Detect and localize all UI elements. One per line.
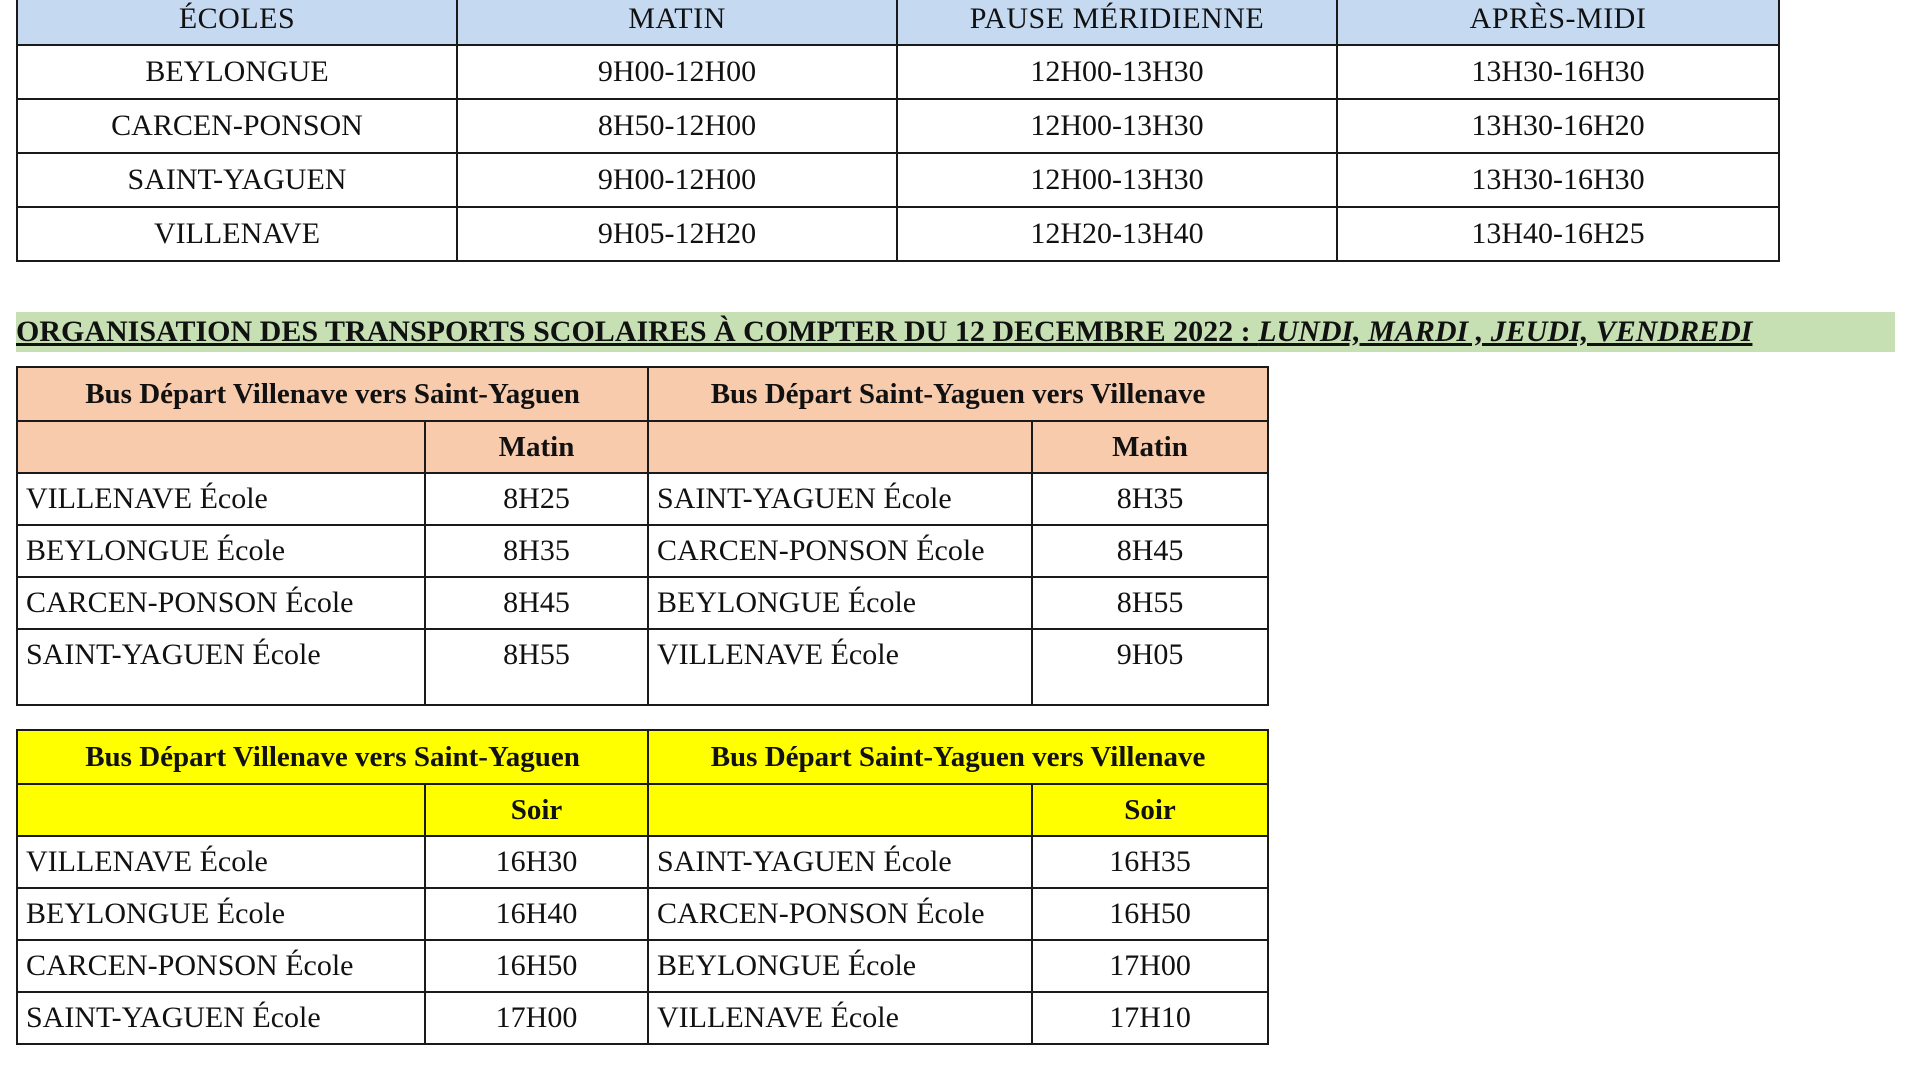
- bus-stop-cell: BEYLONGUE École: [17, 888, 425, 940]
- period-label: Matin: [1032, 421, 1268, 473]
- departure-time-cell: 16H30: [425, 836, 648, 888]
- table-row: [17, 629, 1268, 705]
- period-label: Matin: [425, 421, 648, 473]
- table-header-row: [17, 367, 1268, 421]
- table-row: [17, 888, 1268, 940]
- morning-hours-cell: 9H05-12H20: [457, 207, 897, 261]
- period-label: Soir: [425, 784, 648, 836]
- departure-time-cell: 8H55: [425, 629, 648, 705]
- bus-stop-cell: SAINT-YAGUEN École: [648, 473, 1032, 525]
- bus-stop-cell: BEYLONGUE École: [648, 940, 1032, 992]
- column-header: PAUSE MÉRIDIENNE: [897, 0, 1337, 45]
- table-row: [17, 940, 1268, 992]
- afternoon-hours-cell: 13H30-16H20: [1337, 99, 1779, 153]
- period-label: Soir: [1032, 784, 1268, 836]
- route-header-saint-yaguen-to-villenave: Bus Départ Saint-Yaguen vers Villenave: [648, 730, 1268, 784]
- route-header-saint-yaguen-to-villenave: Bus Départ Saint-Yaguen vers Villenave: [648, 367, 1268, 421]
- school-name-cell: BEYLONGUE: [17, 45, 457, 99]
- bus-stop-cell: BEYLONGUE École: [648, 577, 1032, 629]
- table-header-row: [17, 730, 1268, 784]
- table-row: [17, 153, 1779, 207]
- departure-time-cell: 17H00: [1032, 940, 1268, 992]
- table-row: [17, 525, 1268, 577]
- departure-time-cell: 16H50: [1032, 888, 1268, 940]
- table-row: [17, 992, 1268, 1044]
- bus-stop-cell: CARCEN-PONSON École: [648, 525, 1032, 577]
- column-header: MATIN: [457, 0, 897, 45]
- morning-hours-cell: 8H50-12H00: [457, 99, 897, 153]
- departure-time-cell: 8H35: [425, 525, 648, 577]
- column-header: APRÈS-MIDI: [1337, 0, 1779, 45]
- departure-time-cell: 16H35: [1032, 836, 1268, 888]
- lunch-break-cell: 12H00-13H30: [897, 153, 1337, 207]
- school-name-cell: VILLENAVE: [17, 207, 457, 261]
- bus-stop-cell: VILLENAVE École: [648, 992, 1032, 1044]
- school-name-cell: CARCEN-PONSON: [17, 99, 457, 153]
- departure-time-cell: 16H50: [425, 940, 648, 992]
- bus-stop-cell: BEYLONGUE École: [17, 525, 425, 577]
- departure-time-cell: 8H45: [425, 577, 648, 629]
- empty-header-cell: [648, 784, 1032, 836]
- table-subheader-row: [17, 784, 1268, 836]
- lunch-break-cell: 12H20-13H40: [897, 207, 1337, 261]
- empty-header-cell: [17, 421, 425, 473]
- departure-time-cell: 8H55: [1032, 577, 1268, 629]
- table-row: [17, 836, 1268, 888]
- morning-hours-cell: 9H00-12H00: [457, 45, 897, 99]
- school-hours-table: [16, 0, 1780, 262]
- evening-bus-table: [16, 729, 1269, 1045]
- bus-stop-cell: CARCEN-PONSON École: [17, 577, 425, 629]
- lunch-break-cell: 12H00-13H30: [897, 99, 1337, 153]
- lunch-break-cell: 12H00-13H30: [897, 45, 1337, 99]
- table-row: [17, 45, 1779, 99]
- bus-stop-cell: SAINT-YAGUEN École: [17, 629, 425, 705]
- bus-stop-cell: CARCEN-PONSON École: [17, 940, 425, 992]
- column-header: ÉCOLES: [17, 0, 457, 45]
- afternoon-hours-cell: 13H30-16H30: [1337, 153, 1779, 207]
- departure-time-cell: 16H40: [425, 888, 648, 940]
- table-row: [17, 473, 1268, 525]
- banner-days: LUNDI, MARDI , JEUDI, VENDREDI: [1258, 315, 1753, 348]
- bus-stop-cell: VILLENAVE École: [17, 836, 425, 888]
- table-row: [17, 207, 1779, 261]
- transport-organisation-banner: [16, 312, 1895, 352]
- table-header-row: [17, 0, 1779, 45]
- bus-stop-cell: SAINT-YAGUEN École: [648, 836, 1032, 888]
- bus-stop-cell: VILLENAVE École: [648, 629, 1032, 705]
- empty-header-cell: [17, 784, 425, 836]
- bus-stop-cell: CARCEN-PONSON École: [648, 888, 1032, 940]
- afternoon-hours-cell: 13H30-16H30: [1337, 45, 1779, 99]
- departure-time-cell: 8H45: [1032, 525, 1268, 577]
- departure-time-cell: 17H10: [1032, 992, 1268, 1044]
- route-header-villenave-to-saint-yaguen: Bus Départ Villenave vers Saint-Yaguen: [17, 367, 648, 421]
- departure-time-cell: 8H35: [1032, 473, 1268, 525]
- table-row: [17, 99, 1779, 153]
- afternoon-hours-cell: 13H40-16H25: [1337, 207, 1779, 261]
- bus-stop-cell: VILLENAVE École: [17, 473, 425, 525]
- empty-header-cell: [648, 421, 1032, 473]
- table-subheader-row: [17, 421, 1268, 473]
- school-name-cell: SAINT-YAGUEN: [17, 153, 457, 207]
- bus-stop-cell: SAINT-YAGUEN École: [17, 992, 425, 1044]
- departure-time-cell: 9H05: [1032, 629, 1268, 705]
- morning-hours-cell: 9H00-12H00: [457, 153, 897, 207]
- banner-title: ORGANISATION DES TRANSPORTS SCOLAIRES À COMPTER DU 12 DECEMBRE 2022 :: [16, 315, 1259, 348]
- departure-time-cell: 8H25: [425, 473, 648, 525]
- departure-time-cell: 17H00: [425, 992, 648, 1044]
- table-row: [17, 577, 1268, 629]
- morning-bus-table: [16, 366, 1269, 706]
- route-header-villenave-to-saint-yaguen: Bus Départ Villenave vers Saint-Yaguen: [17, 730, 648, 784]
